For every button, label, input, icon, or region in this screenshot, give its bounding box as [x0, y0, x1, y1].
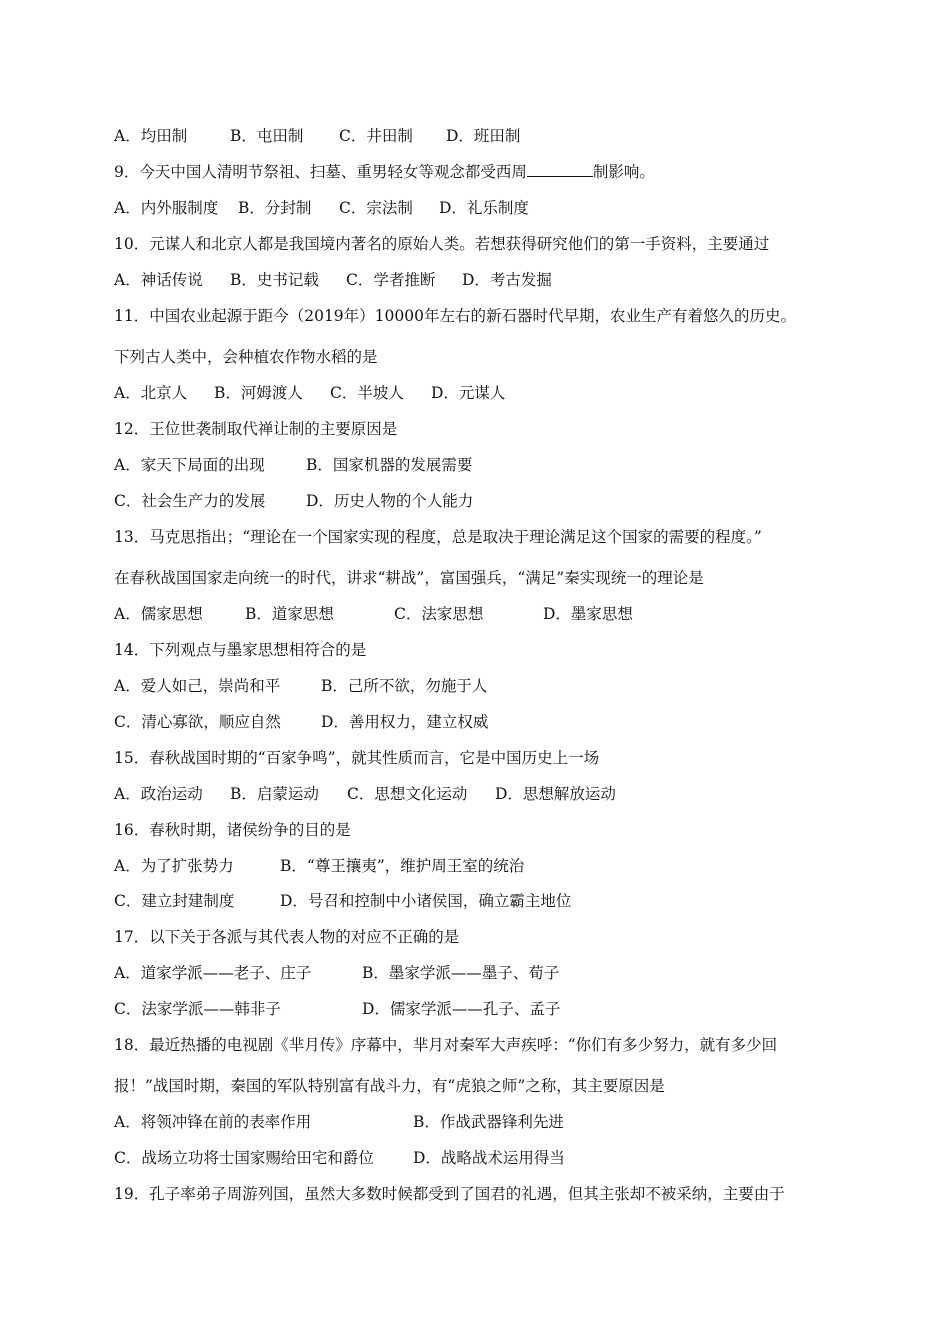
- q18-option-d: D．战略战术运用得当: [413, 1149, 565, 1167]
- q18-options-row1: [114, 1111, 840, 1133]
- q10-option-c: C．学者推断: [346, 271, 436, 289]
- q15-option-d: D．思想解放运动: [495, 785, 616, 803]
- q17-options-row1: [114, 962, 840, 984]
- q19-stem: 19．孔子率弟子周游列国，虽然大多数时候都受到了国君的礼遇，但其主张却不被采纳，主要由于: [114, 1185, 785, 1203]
- q11-option-b: B．河姆渡人: [214, 384, 303, 402]
- q11-stem-line1: 11．中国农业起源于距今（2019年）10000年左右的新石器时代早期，农业生产有着悠久的历史。: [114, 307, 796, 325]
- q15-options: [114, 783, 840, 805]
- q9-option-a: A．内外服制度: [114, 199, 219, 217]
- q9-stem-before: 9．今天中国人清明节祭祖、扫墓、重男轻女等观念都受西周: [114, 163, 527, 181]
- q17-option-d: D．儒家学派——孔子、孟子: [362, 1000, 561, 1018]
- q14-options-row1: [114, 675, 840, 697]
- q14-option-b: B．己所不欲，勿施于人: [321, 677, 488, 695]
- q13-stem-line2: 在春秋战国国家走向统一的时代，讲求“耕战”，富国强兵，“满足”秦实现统一的理论是: [114, 569, 704, 587]
- q16-stem: 16．春秋时期，诸侯纷争的目的是: [114, 821, 351, 839]
- q10-stem: 10．元谋人和北京人都是我国境内著名的原始人类。若想获得研究他们的第一手资料，主要通过: [114, 235, 770, 253]
- q9-option-b: B．分封制: [238, 199, 312, 217]
- q17-option-c: C．法家学派——韩非子: [114, 1000, 281, 1018]
- q12-option-c: C．社会生产力的发展: [114, 492, 266, 510]
- q12-options-row1: [114, 454, 840, 476]
- q18-option-b: B．作战武器锋利先进: [413, 1113, 564, 1131]
- q14-option-d: D．善用权力，建立权威: [321, 713, 489, 731]
- q16-options-row2: [114, 890, 840, 912]
- q15-option-a: A．政治运动: [114, 785, 203, 803]
- q12-option-d: D．历史人物的个人能力: [306, 492, 474, 510]
- q16-option-d: D．号召和控制中小诸侯国，确立霸主地位: [280, 892, 572, 910]
- q9-option-c: C．宗法制: [339, 199, 413, 217]
- q11-option-a: A．北京人: [114, 384, 188, 402]
- q13-option-a: A．儒家思想: [114, 605, 203, 623]
- q8-option-a: A．均田制: [114, 127, 188, 145]
- q11-option-d: D．元谋人: [431, 384, 506, 402]
- q16-option-c: C．建立封建制度: [114, 892, 235, 910]
- q12-stem: 12．王位世袭制取代禅让制的主要原因是: [114, 420, 398, 438]
- q18-options-row2: [114, 1147, 840, 1169]
- q15-stem: 15．春秋战国时期的“百家争鸣”，就其性质而言，它是中国历史上一场: [114, 749, 600, 767]
- q9-stem-after: 制影响。: [592, 163, 655, 181]
- q8-option-d: D．班田制: [446, 127, 521, 145]
- q12-options-row2: [114, 490, 840, 512]
- q8-option-c: C．井田制: [339, 127, 413, 145]
- q11-option-c: C．半坡人: [330, 384, 404, 402]
- q17-option-b: B．墨家学派——墨子、荀子: [362, 964, 560, 982]
- q18-option-a: A．将领冲锋在前的表率作用: [114, 1113, 312, 1131]
- q13-stem-line1: 13．马克思指出；“理论在一个国家实现的程度，总是取决于理论满足这个国家的需要的程度。”: [114, 528, 762, 546]
- q8-options: [114, 125, 840, 147]
- q13-option-d: D．墨家思想: [543, 605, 633, 623]
- q13-option-c: C．法家思想: [394, 605, 484, 623]
- q16-option-a: A．为了扩张势力: [114, 857, 234, 875]
- q9-options: [114, 197, 840, 219]
- q13-option-b: B．道家思想: [245, 605, 334, 623]
- q10-option-b: B．史书记载: [230, 271, 319, 289]
- q18-stem-line2: 报！”战国时期，秦国的军队特别富有战斗力，有“虎狼之师”之称，其主要原因是: [114, 1077, 665, 1095]
- q14-option-c: C．清心寡欲，顺应自然: [114, 713, 281, 731]
- q11-stem-line2: 下列古人类中，会种植农作物水稻的是: [114, 348, 378, 366]
- q14-option-a: A．爱人如己，崇尚和平: [114, 677, 281, 695]
- q10-option-d: D．考古发掘: [462, 271, 552, 289]
- q17-options-row2: [114, 998, 840, 1020]
- q18-option-c: C．战场立功将士国家赐给田宅和爵位: [114, 1149, 374, 1167]
- q16-options-row1: [114, 855, 840, 877]
- q12-option-a: A．家天下局面的出现: [114, 456, 265, 474]
- q16-option-b: B．“尊王攘夷”，维护周王室的统治: [280, 857, 525, 875]
- q17-stem: 17．以下关于各派与其代表人物的对应不正确的是: [114, 928, 460, 946]
- q18-stem-line1: 18．最近热播的电视剧《芈月传》序幕中，芈月对秦军大声疾呼：“你们有多少努力，就有多少回: [114, 1036, 778, 1054]
- q9-stem: [114, 161, 840, 183]
- q14-options-row2: [114, 711, 840, 733]
- q15-option-c: C．思想文化运动: [347, 785, 468, 803]
- q10-options: [114, 269, 840, 291]
- q12-option-b: B．国家机器的发展需要: [306, 456, 473, 474]
- q17-option-a: A．道家学派——老子、庄子: [114, 964, 312, 982]
- q8-option-b: B．屯田制: [230, 127, 304, 145]
- q13-options: [114, 603, 840, 625]
- q9-answer-blank: [527, 162, 593, 177]
- q14-stem: 14．下列观点与墨家思想相符合的是: [114, 641, 367, 659]
- q15-option-b: B．启蒙运动: [230, 785, 319, 803]
- q11-options: [114, 382, 840, 404]
- q9-option-d: D．礼乐制度: [439, 199, 529, 217]
- q10-option-a: A．神话传说: [114, 271, 203, 289]
